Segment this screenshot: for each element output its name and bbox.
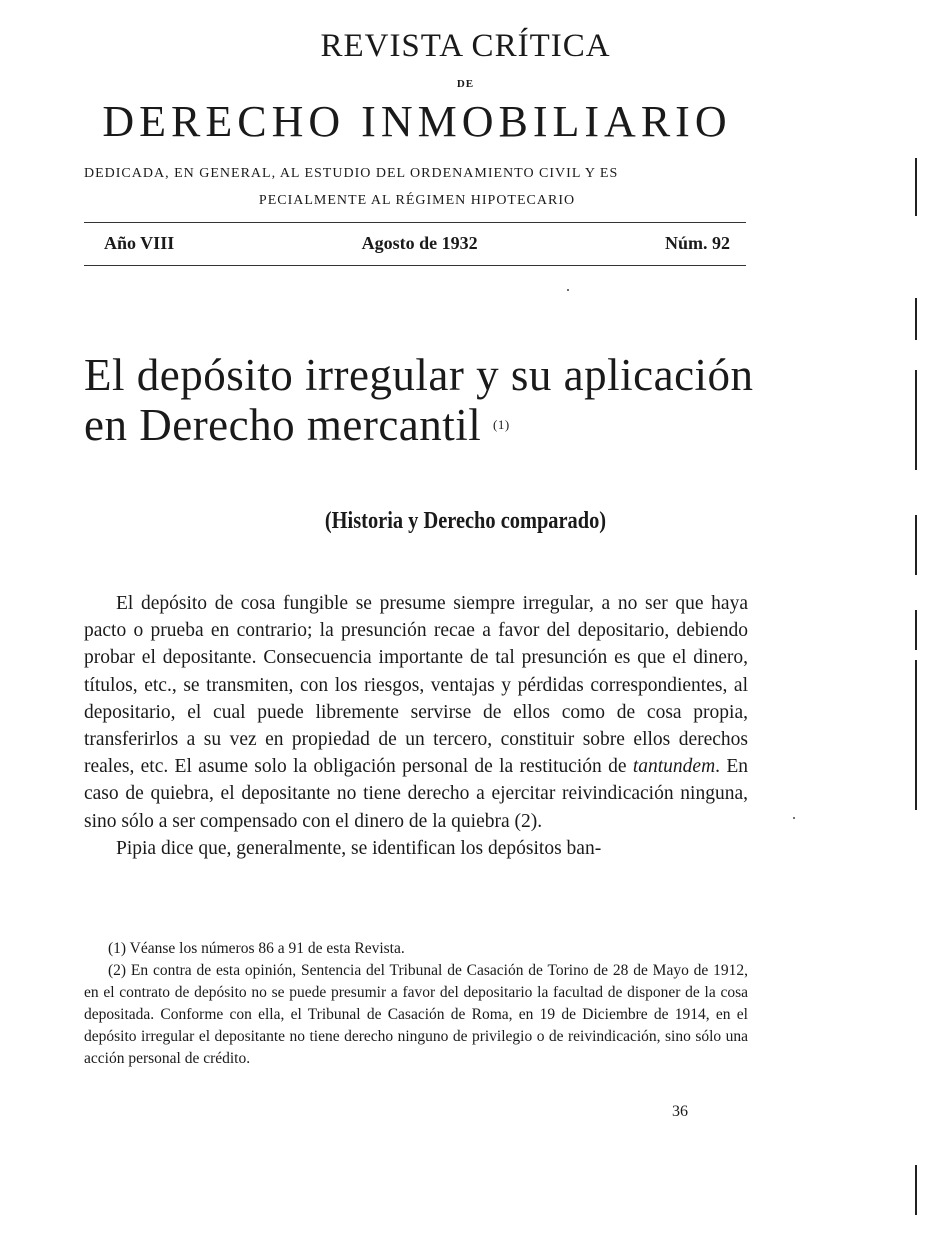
scan-edge-mark: [915, 158, 917, 216]
journal-title: REVISTA CRÍTICA: [320, 28, 611, 64]
scan-edge-mark: [915, 610, 917, 650]
issue-year: Año VIII: [104, 233, 175, 253]
scan-edge-mark: [915, 515, 917, 575]
scan-speck: [793, 817, 795, 819]
issue-number: Núm. 92: [664, 233, 730, 253]
scan-speck: [567, 289, 569, 291]
scan-edge-mark: [915, 660, 917, 810]
journal-title-connector: DE: [456, 78, 475, 90]
body-paragraph-2: Pipia dice que, generalmente, se identifican los depósitos ban-: [116, 837, 602, 859]
article-subtitle: (Historia y Derecho comparado): [324, 508, 607, 534]
journal-subtitle: DERECHO INMOBILIARIO: [102, 97, 732, 146]
article-body: [84, 590, 748, 862]
issue-date: Agosto de 1932: [361, 233, 478, 253]
top-rule: [84, 222, 746, 223]
article-title: [84, 350, 754, 450]
dedication-line-1: DEDICADA, EN GENERAL, AL ESTUDIO DEL ORDENAMIENTO CIVIL Y ES: [84, 166, 619, 181]
issue-info-row: [104, 233, 730, 254]
dedication-line-2: PECIALMENTE AL RÉGIMEN HIPOTECARIO: [258, 193, 576, 208]
footnote-ref-1: (1): [493, 417, 510, 432]
emphasis-tantundem: tantundem: [632, 756, 716, 778]
page-number: 36: [672, 1103, 688, 1120]
journal-dedication: [84, 160, 750, 214]
footnote-2: (2) En contra de esta opinión, Sentencia del Tribunal de Casación de Torino de 28 de Mayo de 1912, en el contrato de depósito no se puede presumir a favor del depositario la facultad de disponer de la cosa depositada. Conforme con ella, el Tribunal de Casación de Roma, en 19 de Diciembre de 1914, en el depósito irregular el depositante no tiene derecho ninguno de privilegio o de reivindicación, sino sólo una acción personal de crédito.: [84, 962, 748, 1067]
article-title-text: El depósito irregular y su aplicación en Derecho mercantil: [84, 350, 754, 450]
scan-edge-mark: [915, 298, 917, 340]
scan-edge-mark: [915, 1165, 917, 1215]
footnote-1: (1) Véanse los números 86 a 91 de esta Revista.: [108, 940, 405, 957]
scan-edge-mark: [915, 370, 917, 470]
body-paragraph-1: El depósito de cosa fungible se presume siempre irregular, a no ser que haya pacto o prueba en contrario; la presunción recae a favor del depositario, debiendo probar el depositante. Consecuencia importante de tal presunción es que el dinero, títulos, etc., se transmiten, con los riesgos, ventajas y pérdidas correspondientes, al depositario, el cual puede libremente servirse de ellos como de cosa propia, transferirlos a su vez en propiedad de un tercero, constituir sobre ellos derechos reales, etc. El asume solo la obligación personal de la restitución de tantundem. En caso de quiebra, el depositante no tiene derecho a ejercitar reivindicación ninguna, sino sólo a ser compensado con el dinero de la quiebra (2).: [84, 593, 748, 832]
bottom-rule: [84, 265, 746, 266]
footnotes: [84, 938, 748, 1070]
